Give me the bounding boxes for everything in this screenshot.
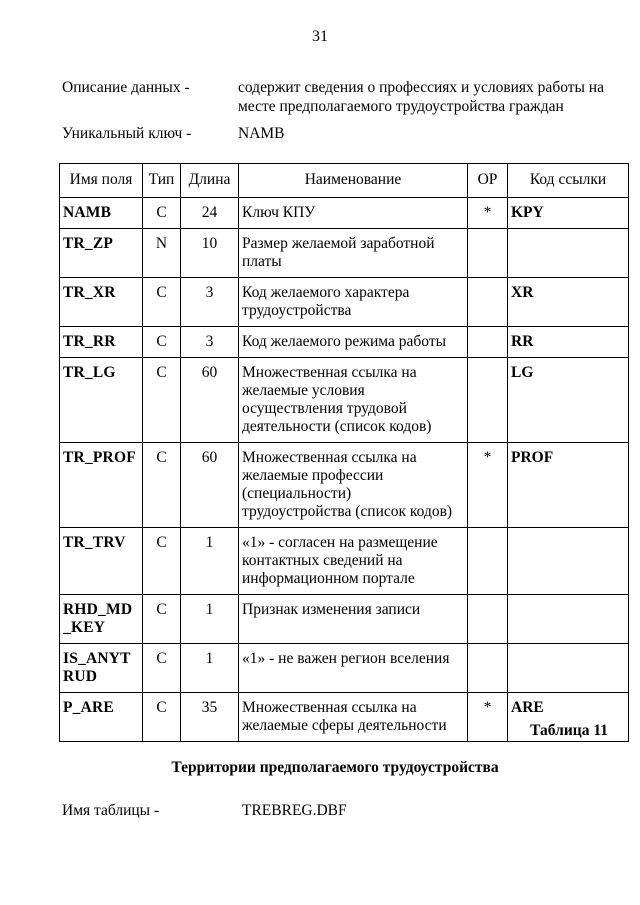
cell-type: C	[143, 443, 181, 528]
cell-field-name: TR_XR	[60, 278, 143, 327]
table-row	[60, 644, 629, 693]
table-caption: Таблица 11	[530, 722, 608, 739]
cell-description: Код желаемого режима работы	[239, 327, 468, 358]
unique-key-label: Уникальный ключ -	[62, 125, 192, 142]
table-name-value: TREBREG.DBF	[242, 802, 347, 819]
cell-or: *	[468, 693, 508, 742]
cell-description: Множественная ссылка на желаемые сферы деятельности	[239, 693, 468, 742]
table-row	[60, 595, 629, 644]
cell-description: «1» - не важен регион вселения	[239, 644, 468, 693]
cell-field-name: TR_ZP	[60, 229, 143, 278]
cell-or	[468, 327, 508, 358]
cell-type: C	[143, 693, 181, 742]
cell-ref-code: LG	[508, 358, 629, 443]
cell-type: C	[143, 528, 181, 595]
cell-length: 3	[181, 327, 239, 358]
cell-or	[468, 229, 508, 278]
header-or: ОР	[468, 164, 508, 198]
cell-description: Код желаемого характера трудоустройства	[239, 278, 468, 327]
cell-description: «1» - согласен на размещение контактных сведений на информационном портале	[239, 528, 468, 595]
cell-field-name: RHD_MD_KEY	[60, 595, 143, 644]
cell-length: 60	[181, 443, 239, 528]
table-row	[60, 327, 629, 358]
cell-description: Признак изменения записи	[239, 595, 468, 644]
header-length: Длина	[181, 164, 239, 198]
cell-or: *	[468, 198, 508, 229]
cell-ref-code: XR	[508, 278, 629, 327]
cell-field-name: TR_TRV	[60, 528, 143, 595]
cell-ref-code	[508, 595, 629, 644]
cell-length: 35	[181, 693, 239, 742]
cell-type: C	[143, 198, 181, 229]
cell-field-name: IS_ANYTRUD	[60, 644, 143, 693]
cell-type: C	[143, 327, 181, 358]
cell-type: C	[143, 644, 181, 693]
cell-description: Множественная ссылка на желаемые условия осуществления трудовой деятельности (список кодов)	[239, 358, 468, 443]
table-header-row	[60, 164, 629, 198]
cell-field-name: P_ARE	[60, 693, 143, 742]
cell-or	[468, 528, 508, 595]
cell-length: 1	[181, 595, 239, 644]
table-name-label: Имя таблицы -	[62, 802, 160, 819]
header-field-name: Имя поля	[60, 164, 143, 198]
cell-or	[468, 644, 508, 693]
unique-key-value: NAMB	[238, 125, 285, 142]
cell-length: 24	[181, 198, 239, 229]
description-value: содержит сведения о профессиях и условиях работы на месте предполагаемого трудоустройства граждан	[238, 79, 604, 115]
cell-or	[468, 358, 508, 443]
cell-length: 60	[181, 358, 239, 443]
table-row	[60, 443, 629, 528]
description-label: Описание данных -	[62, 79, 190, 96]
cell-field-name: TR_PROF	[60, 443, 143, 528]
cell-description: Размер желаемой заработной платы	[239, 229, 468, 278]
table-row	[60, 278, 629, 327]
cell-length: 1	[181, 644, 239, 693]
table-row	[60, 198, 629, 229]
cell-ref-code	[508, 528, 629, 595]
cell-ref-code: PROF	[508, 443, 629, 528]
table-row	[60, 229, 629, 278]
header-ref-code: Код ссылки	[508, 164, 629, 198]
cell-ref-code: KPY	[508, 198, 629, 229]
cell-ref-code: RR	[508, 327, 629, 358]
cell-description: Множественная ссылка на желаемые профессии (специальности) трудоустройства (список кодов)	[239, 443, 468, 528]
cell-ref-code	[508, 229, 629, 278]
header-description: Наименование	[239, 164, 468, 198]
page-number: 31	[312, 28, 328, 45]
cell-type: C	[143, 358, 181, 443]
table-row	[60, 358, 629, 443]
header-type: Тип	[143, 164, 181, 198]
cell-or	[468, 595, 508, 644]
cell-length: 3	[181, 278, 239, 327]
cell-type: C	[143, 595, 181, 644]
cell-or: *	[468, 443, 508, 528]
cell-description: Ключ КПУ	[239, 198, 468, 229]
fields-table	[59, 163, 629, 742]
cell-field-name: NAMB	[60, 198, 143, 229]
cell-length: 10	[181, 229, 239, 278]
cell-ref-code: ARE	[508, 693, 629, 742]
cell-field-name: TR_RR	[60, 327, 143, 358]
cell-or	[468, 278, 508, 327]
cell-length: 1	[181, 528, 239, 595]
cell-type: N	[143, 229, 181, 278]
table-row	[60, 528, 629, 595]
cell-type: C	[143, 278, 181, 327]
section-title: Территории предполагаемого трудоустройства	[171, 759, 499, 776]
cell-field-name: TR_LG	[60, 358, 143, 443]
cell-ref-code	[508, 644, 629, 693]
